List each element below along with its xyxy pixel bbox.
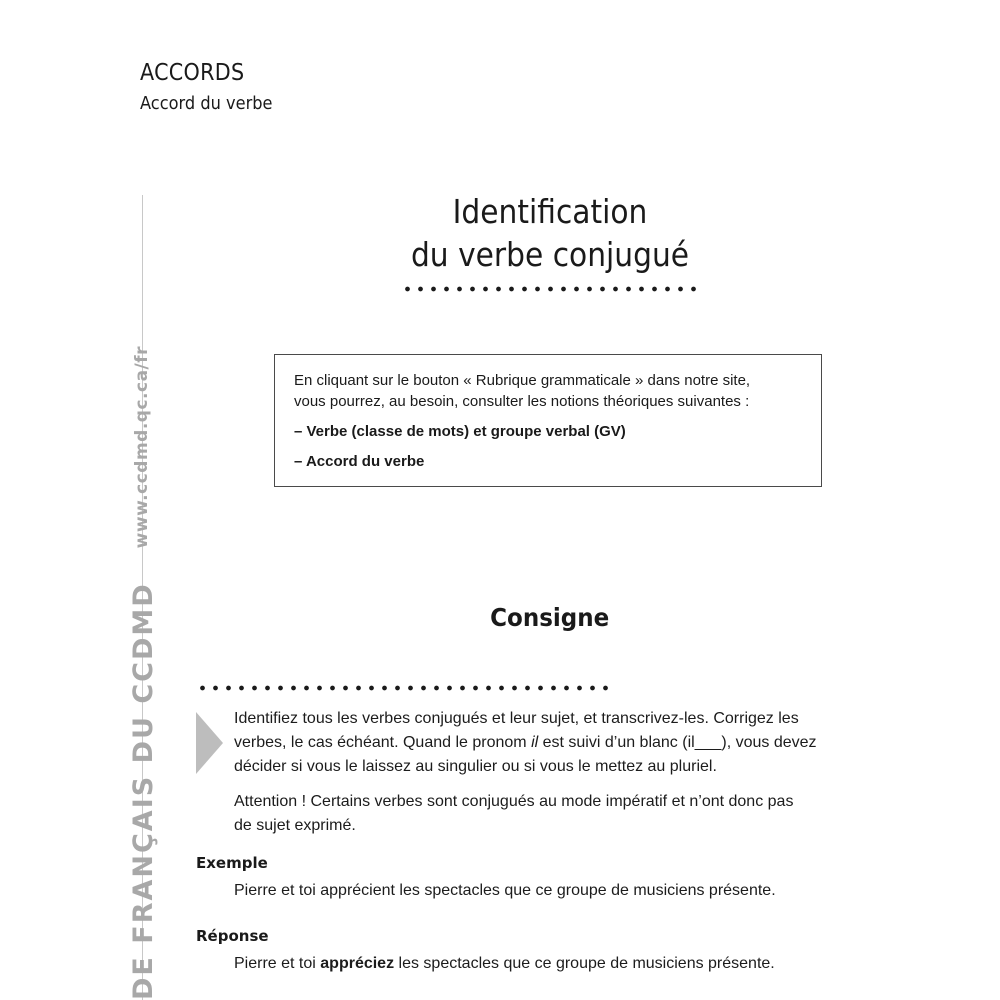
consigne-heading [440, 603, 660, 632]
attention-paragraph [234, 790, 906, 838]
page-title [360, 190, 740, 276]
info-item: – Accord du verbe [294, 453, 425, 470]
instruction-line: verbes, le cas échéant. Quand le pronom il est suivi d’un blanc (il___), vous devez [234, 734, 817, 751]
sidebar-text [128, 346, 159, 1000]
info-line-2: vous pourrez, au besoin, consulter les notions théoriques suivantes : [294, 393, 750, 410]
subsection-heading: Accord du verbe [140, 93, 273, 114]
title-dotted-rule [401, 284, 699, 294]
info-box-text [294, 370, 814, 472]
exemple-label: Exemple [196, 854, 268, 872]
corrected-verb: appréciez [320, 955, 395, 972]
title-line-2: du verbe conjugué [410, 235, 690, 274]
title-line-1: Identification [452, 192, 648, 231]
info-line-1: En cliquant sur le bouton « Rubrique grammaticale » dans notre site, [294, 372, 751, 389]
sidebar-publisher: DE FRANÇAIS DU CCDMD [128, 582, 159, 1000]
instruction-paragraph [234, 707, 906, 779]
section-heading: ACCORDS [140, 60, 245, 86]
exemple-sentence: Pierre et toi apprécient les spectacles que ce groupe de musiciens présente. [234, 882, 776, 899]
arrow-marker-icon [196, 712, 223, 774]
instruction-line: Identifiez tous les verbes conjugués et leur sujet, et transcrivez-les. Corrigez les [234, 710, 799, 727]
reponse-sentence: Pierre et toi appréciez les spectacles que ce groupe de musiciens présente. [234, 955, 775, 972]
instruction-line: décider si vous le laissez au singulier ou si vous le mettez au pluriel. [234, 758, 717, 775]
reponse-label: Réponse [196, 927, 269, 945]
info-item: – Verbe (classe de mots) et groupe verbal (GV) [294, 423, 626, 440]
sidebar-url: www.ccdmd.qc.ca/fr [132, 345, 152, 549]
consigne-heading-text: Consigne [490, 603, 610, 632]
consigne-dotted-rule [196, 683, 610, 693]
attention-line: Attention ! Certains verbes sont conjugués au mode impératif et n’ont donc pas [234, 793, 794, 810]
attention-line: de sujet exprimé. [234, 817, 356, 834]
